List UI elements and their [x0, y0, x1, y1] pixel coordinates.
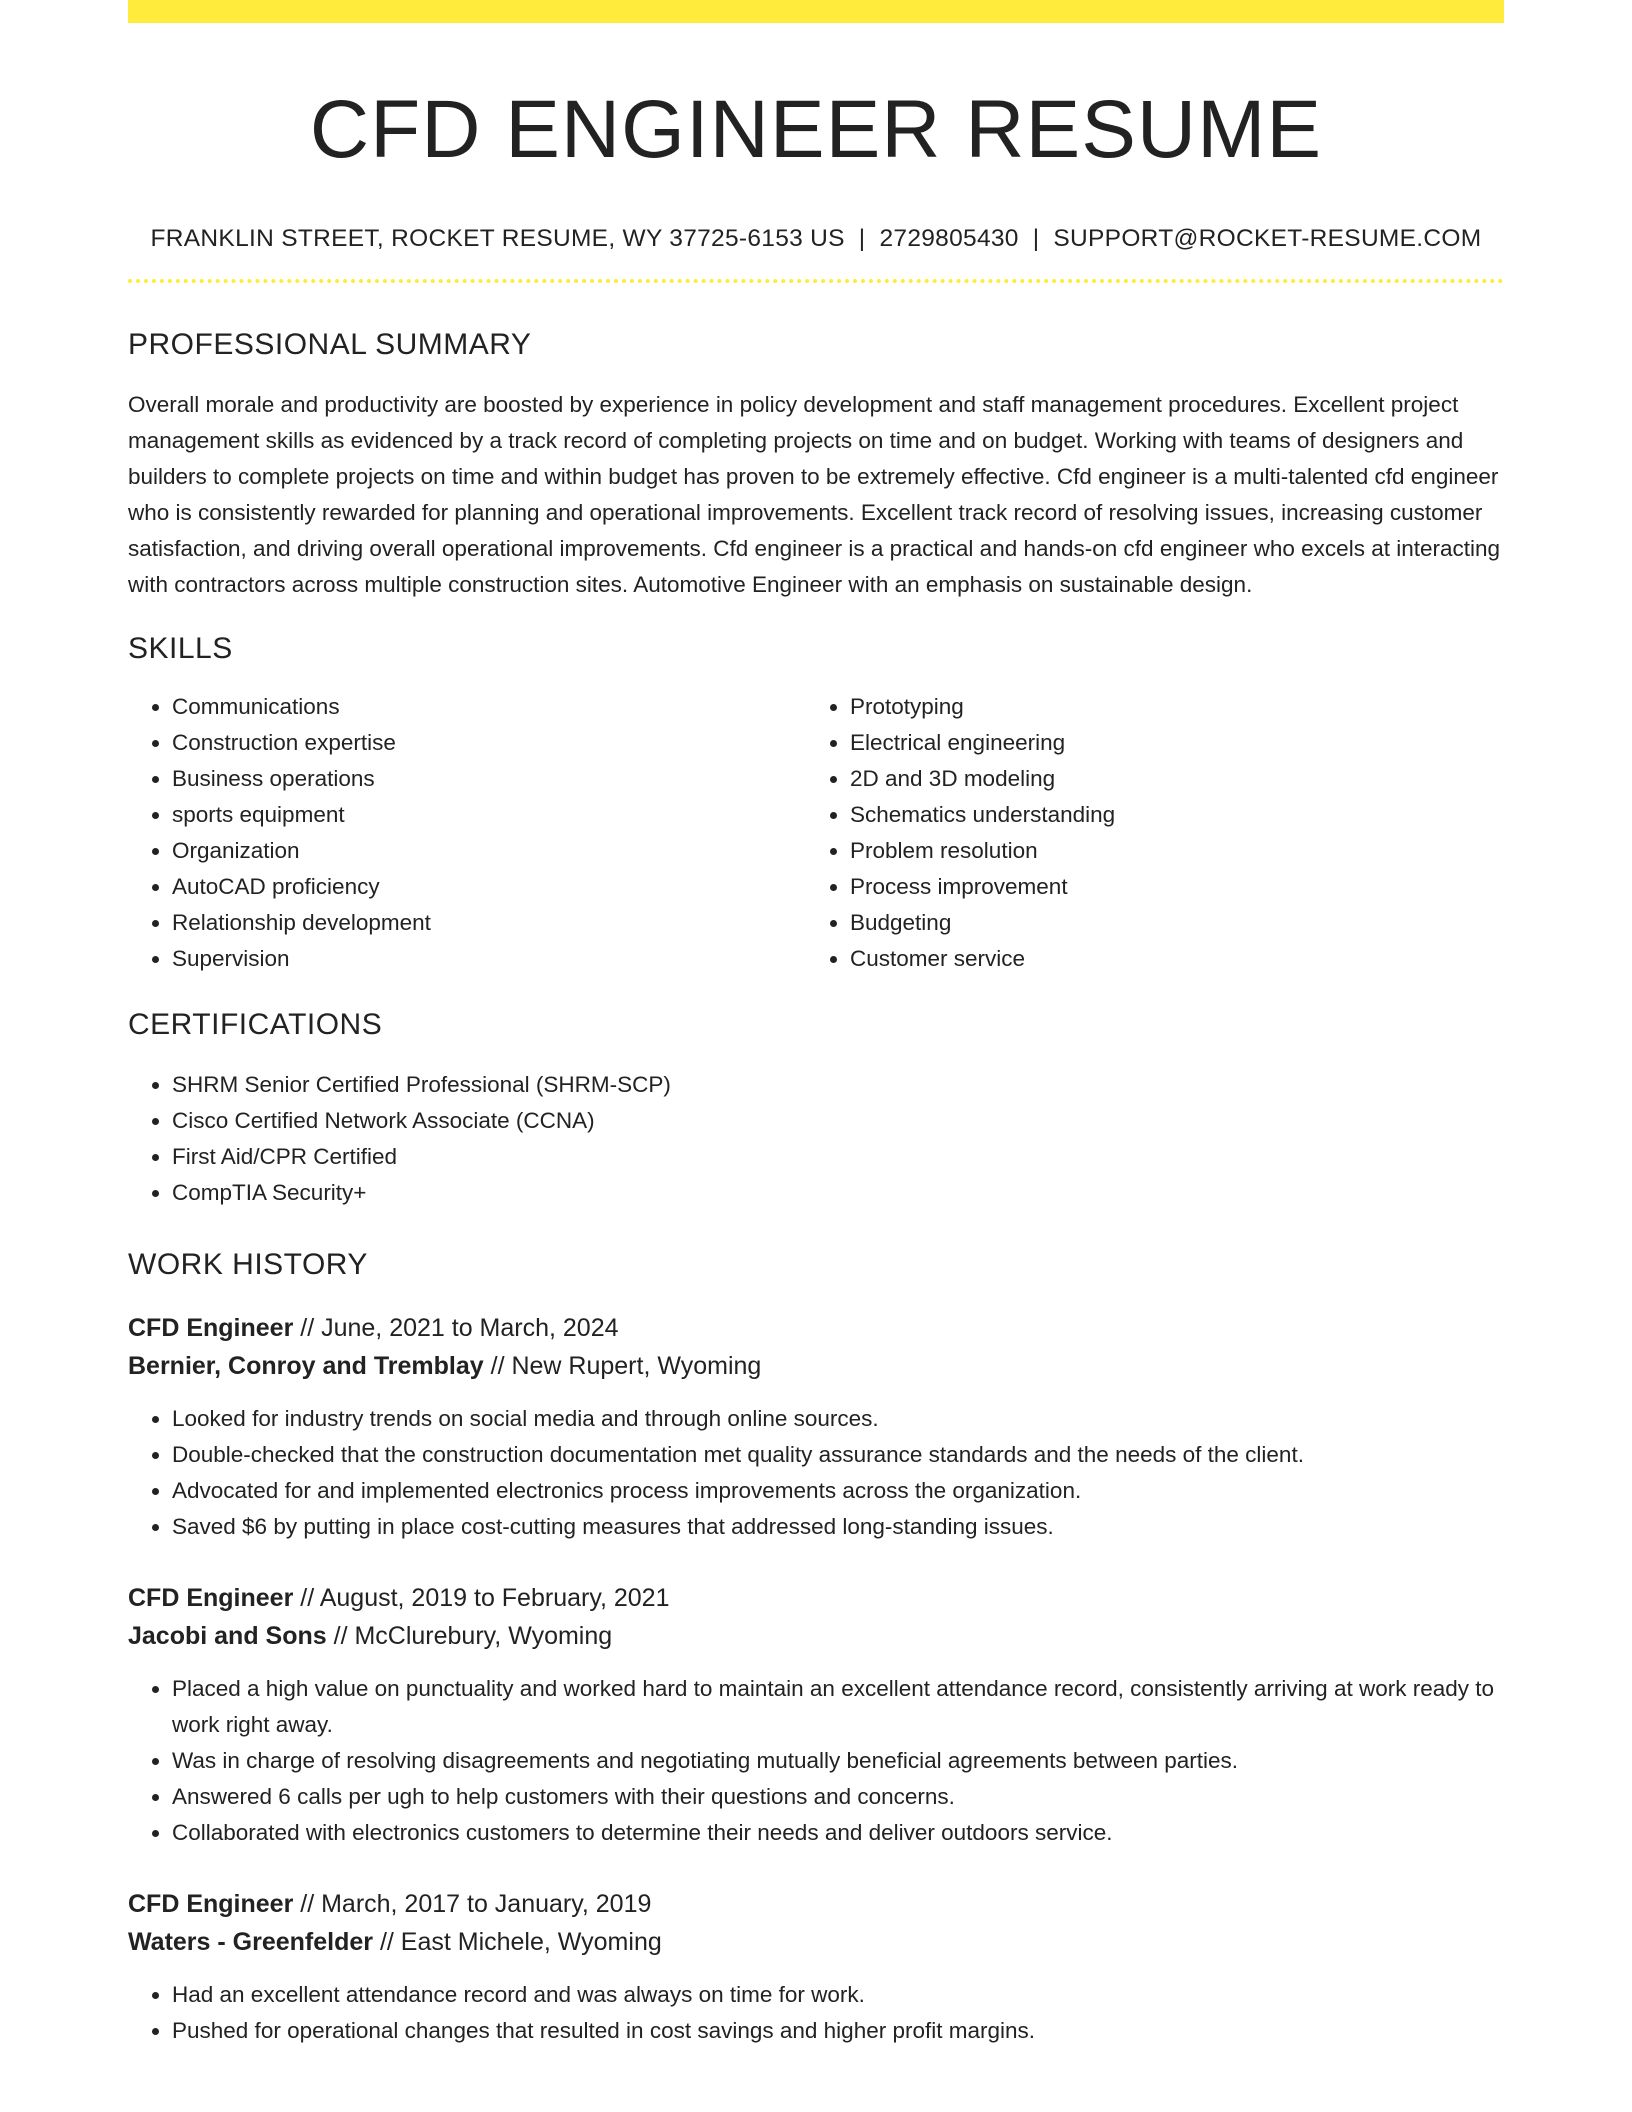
- job-duties-list: [128, 1671, 1504, 1851]
- job-entry: [128, 1309, 1504, 1545]
- certifications-list: [128, 1067, 1504, 1211]
- job-duty-item: • Looked for industry trends on social media and through online sources.: [172, 1401, 1504, 1437]
- contact-separator: |: [1032, 225, 1040, 252]
- job-duty-item: • Placed a high value on punctuality and worked hard to maintain an excellent attendance record, consistently arriving at work ready to work right away.: [172, 1671, 1504, 1743]
- job-duties-list: [128, 1401, 1504, 1545]
- job-company-line: [128, 1923, 1504, 1961]
- job-dates: // March, 2017 to January, 2019: [300, 1890, 652, 1918]
- skills-column-right: [806, 689, 1484, 977]
- skill-item: • Communications: [172, 689, 806, 725]
- job-duty-item: • Had an excellent attendance record and was always on time for work.: [172, 1977, 1504, 2013]
- job-company: Waters - Greenfelder: [128, 1928, 373, 1956]
- work-history-heading: WORK HISTORY: [128, 1248, 368, 1281]
- job-duty-item: • Saved $6 by putting in place cost-cutting measures that addressed long-standing issues.: [172, 1509, 1504, 1545]
- skill-item: • AutoCAD proficiency: [172, 869, 806, 905]
- job-title: CFD Engineer: [128, 1890, 294, 1918]
- certification-item: • SHRM Senior Certified Professional (SHRM-SCP): [172, 1067, 1504, 1103]
- job-title: CFD Engineer: [128, 1584, 294, 1612]
- job-title-line: [128, 1885, 1504, 1923]
- job-duties-list: [128, 1977, 1504, 2049]
- skill-item: • Relationship development: [172, 905, 806, 941]
- job-duty-item: • Was in charge of resolving disagreements and negotiating mutually beneficial agreements between parties.: [172, 1743, 1504, 1779]
- job-entry: [128, 1579, 1504, 1851]
- skill-item: • Problem resolution: [850, 833, 1484, 869]
- job-dates: // August, 2019 to February, 2021: [300, 1584, 670, 1612]
- job-duty-item: • Advocated for and implemented electronics process improvements across the organization.: [172, 1473, 1504, 1509]
- job-location: // McClurebury, Wyoming: [333, 1622, 613, 1650]
- job-location: // East Michele, Wyoming: [379, 1928, 662, 1956]
- job-company: Bernier, Conroy and Tremblay: [128, 1352, 484, 1380]
- skills-heading: SKILLS: [128, 632, 233, 665]
- skill-item: • Budgeting: [850, 905, 1484, 941]
- contact-phone: 2729805430: [879, 225, 1019, 252]
- job-duty-item: • Answered 6 calls per ugh to help customers with their questions and concerns.: [172, 1779, 1504, 1815]
- skill-item: • Construction expertise: [172, 725, 806, 761]
- skill-item: • Business operations: [172, 761, 806, 797]
- skill-item: • sports equipment: [172, 797, 806, 833]
- skill-item: • Organization: [172, 833, 806, 869]
- contact-address: FRANKLIN STREET, ROCKET RESUME, WY 37725-6153 US: [150, 225, 845, 252]
- certifications-heading: CERTIFICATIONS: [128, 1008, 383, 1041]
- certification-item: • First Aid/CPR Certified: [172, 1139, 1504, 1175]
- job-title-line: [128, 1579, 1504, 1617]
- job-duty-item: • Collaborated with electronics customers to determine their needs and deliver outdoors service.: [172, 1815, 1504, 1851]
- job-title: CFD Engineer: [128, 1314, 294, 1342]
- contact-line: [128, 224, 1504, 254]
- skill-item: • Electrical engineering: [850, 725, 1484, 761]
- resume-content: [128, 0, 1504, 2049]
- certification-item: • CompTIA Security+: [172, 1175, 1504, 1211]
- skill-item: • Schematics understanding: [850, 797, 1484, 833]
- skill-item: • Customer service: [850, 941, 1484, 977]
- job-duty-item: • Pushed for operational changes that resulted in cost savings and higher profit margins.: [172, 2013, 1504, 2049]
- skills-column-left: [128, 689, 806, 977]
- skills-list-left: [128, 689, 806, 977]
- skill-item: • Supervision: [172, 941, 806, 977]
- job-entry: [128, 1885, 1504, 2049]
- page-title: CFD ENGINEER RESUME: [309, 84, 1323, 175]
- job-title-line: [128, 1309, 1504, 1347]
- job-company: Jacobi and Sons: [128, 1622, 327, 1650]
- job-company-line: [128, 1617, 1504, 1655]
- header-divider: [128, 279, 1504, 283]
- contact-email: SUPPORT@ROCKET-RESUME.COM: [1053, 225, 1482, 252]
- job-company-line: [128, 1347, 1504, 1385]
- job-dates: // June, 2021 to March, 2024: [300, 1314, 619, 1342]
- skills-list-right: [806, 689, 1484, 977]
- skill-item: • Prototyping: [850, 689, 1484, 725]
- contact-separator: |: [858, 225, 866, 252]
- certification-item: • Cisco Certified Network Associate (CCNA): [172, 1103, 1504, 1139]
- summary-text: Overall morale and productivity are boosted by experience in policy development and staff management procedures. Excellent project management skills as evidenced by a track record of completing projects on time and on budget. Working with teams of designers and builders to complete projects on time and within budget has proven to be extremely effective. Cfd engineer is a multi-talented cfd engineer who is consistently rewarded for planning and operational improvements. Excellent track record of resolving issues, increasing customer satisfaction, and driving overall operational improvements. Cfd engineer is a practical and hands-on cfd engineer who excels at interacting with contractors across multiple construction sites. Automotive Engineer with an emphasis on sustainable design.: [128, 392, 1501, 597]
- job-duty-item: • Double-checked that the construction documentation met quality assurance standards and the needs of the client.: [172, 1437, 1504, 1473]
- job-location: // New Rupert, Wyoming: [490, 1352, 762, 1380]
- skills-columns: [128, 689, 1504, 977]
- summary-heading: PROFESSIONAL SUMMARY: [128, 328, 532, 361]
- skill-item: • 2D and 3D modeling: [850, 761, 1484, 797]
- skill-item: • Process improvement: [850, 869, 1484, 905]
